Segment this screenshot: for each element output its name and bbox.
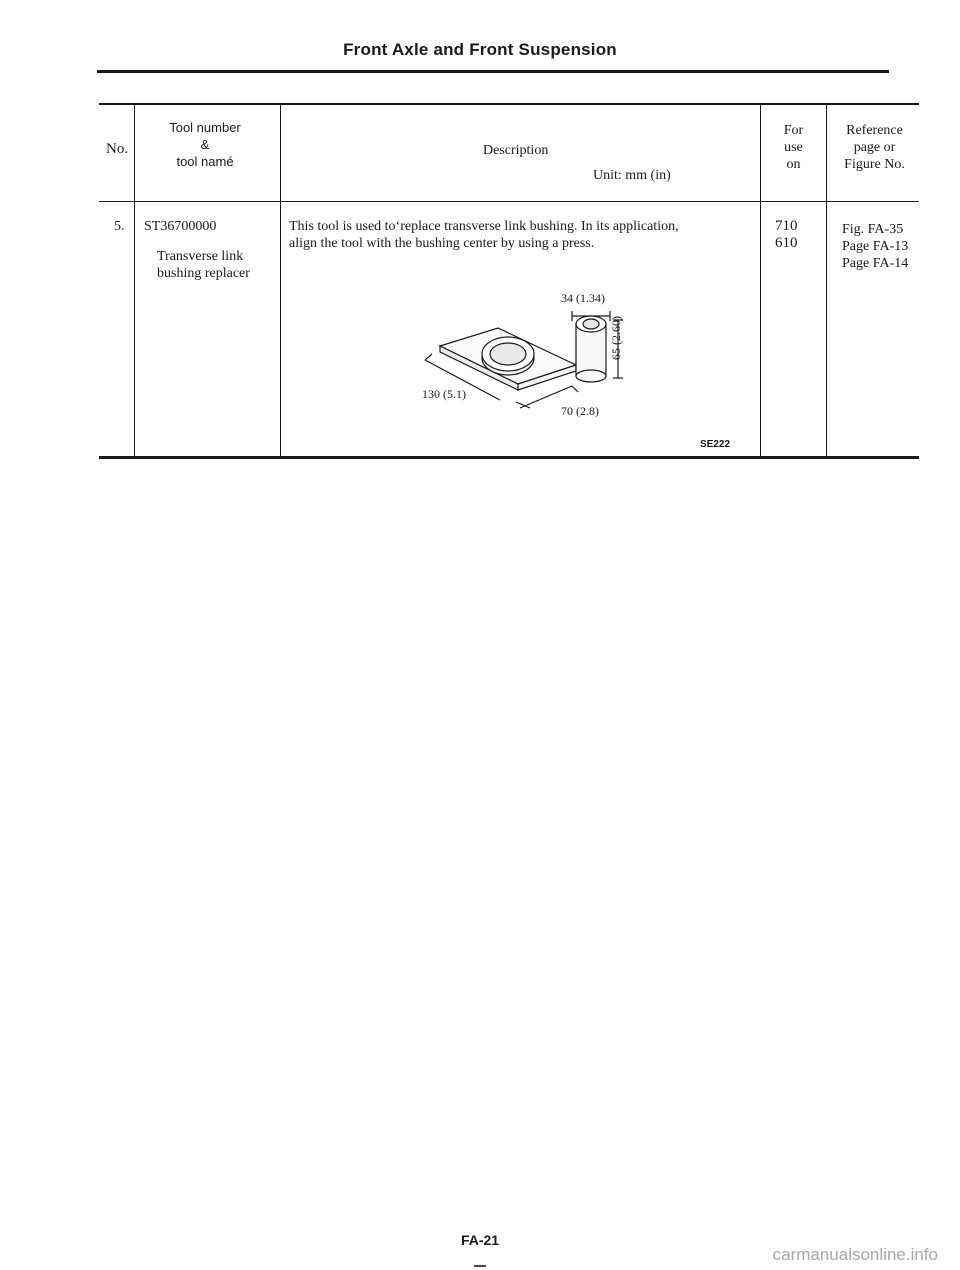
dimension-width: 70 (2.8)	[561, 404, 599, 418]
header-tool-line2: &	[200, 137, 210, 152]
page-number: FA-21	[460, 1232, 500, 1248]
tool-name	[157, 248, 250, 282]
for-use-item: 610	[775, 235, 798, 251]
description-text	[289, 218, 759, 252]
for-use-item: 710	[775, 218, 798, 234]
description-line2: align the tool with the bushing center by using a press.	[289, 236, 595, 251]
tool-name-line1: Transverse link	[157, 249, 244, 264]
reference-item: Page FA-14	[842, 256, 909, 271]
page-title: Front Axle and Front Suspension	[343, 40, 617, 59]
header-for-use	[761, 122, 826, 173]
for-use-list	[775, 218, 798, 252]
reference-item: Fig. FA-35	[842, 222, 904, 237]
header-tool-line3: tool namé	[176, 154, 234, 169]
header-for-line1: For	[783, 123, 804, 138]
table-top-rule	[99, 103, 919, 105]
header-tool-line1: Tool number	[169, 120, 241, 135]
watermark: carmanualsonline.info	[772, 1245, 938, 1264]
header-no: No.	[106, 141, 129, 157]
tool-name-line2: bushing replacer	[157, 266, 250, 281]
dimension-top: 34 (1.34)	[561, 291, 605, 305]
header-for-line2: use	[784, 140, 803, 155]
table-header-rule	[99, 201, 919, 202]
header-ref-line1: Reference	[846, 123, 903, 138]
description-line1: This tool is used to‘replace transverse link bushing. In its application,	[289, 219, 679, 234]
column-divider-2	[280, 104, 281, 457]
header-description: Description	[483, 143, 549, 158]
dimension-height: 65 (2.60)	[609, 316, 623, 360]
header-for-line3: on	[786, 157, 801, 172]
reference-item: Page FA-13	[842, 239, 909, 254]
footer-mark	[474, 1265, 486, 1267]
header-unit: Unit: mm (in)	[593, 168, 671, 183]
row-number: 5.	[114, 219, 125, 234]
reference-list	[842, 221, 908, 272]
header-ref-line3: Figure No.	[844, 157, 905, 172]
header-rule	[97, 70, 889, 73]
tool-diagram	[380, 280, 680, 430]
tool-number: ST36700000	[144, 219, 217, 234]
header-ref-line2: page or	[853, 140, 896, 155]
header-tool	[140, 119, 270, 170]
column-divider-1	[134, 104, 135, 457]
header-reference	[827, 122, 922, 173]
dimension-length: 130 (5.1)	[422, 387, 466, 401]
figure-code: SE222	[700, 439, 731, 450]
table-bottom-rule	[99, 456, 919, 459]
